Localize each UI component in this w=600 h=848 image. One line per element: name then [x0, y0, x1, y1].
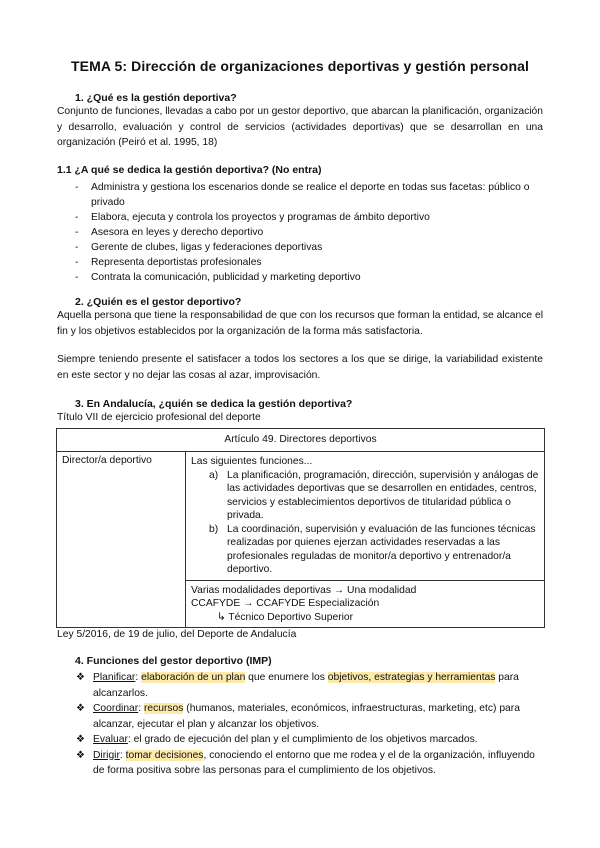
section-1-heading: 1. ¿Qué es la gestión deportiva? — [75, 92, 237, 104]
modalities-line: Varias modalidades deportivas → Una modalidad — [191, 584, 417, 596]
ccafyde-line: CCAFYDE → CCAFYDE Especialización — [191, 598, 380, 609]
function-term: Dirigir — [93, 749, 120, 761]
list-item: - Contrata la comunicación, publicidad y marketing deportivo — [57, 270, 543, 285]
item-text: La coordinación, supervisión y evaluación de las funciones técnicas realizadas por quienes ejerzan actividades reservadas a las profesionales reguladas de monitor/a deportivo y entrenador/a deportivo. — [227, 523, 536, 575]
list-item: - Administra y gestiona los escenarios donde se realice el deporte en todas sus facetas: público o privado — [57, 180, 543, 210]
diamond-bullet-icon: ❖ — [76, 734, 85, 745]
list-item: - Representa deportistas profesionales — [57, 255, 543, 270]
section-4-heading: 4. Funciones del gestor deportivo (IMP) — [75, 655, 272, 667]
section-3-subtitle: Título VII de ejercicio profesional del deporte — [57, 412, 261, 423]
function-item-a — [191, 469, 539, 523]
list-item: - Asesora en leyes y derecho deportivo — [57, 225, 543, 240]
list-item: - Elabora, ejecuta y controla los proyectos y programas de ámbito deportivo — [57, 210, 543, 225]
diamond-bullet-icon: ❖ — [76, 703, 85, 714]
item-marker: a) — [209, 469, 219, 481]
tecnico-line: ↳ Técnico Deportivo Superior — [217, 611, 354, 623]
section-1-1-heading: 1.1 ¿A qué se dedica la gestión deportiva? (No entra) — [57, 164, 322, 176]
function-text: que enumere los — [245, 672, 328, 683]
section-3-heading: 3. En Andalucía, ¿quién se dedica la gestión deportiva? — [75, 398, 353, 410]
table-header: Artículo 49. Directores deportivos — [57, 429, 545, 452]
function-term: Planificar — [93, 672, 136, 683]
diamond-bullet-icon: ❖ — [76, 749, 85, 761]
function-text: (humanos, materiales, económicos, infraestructuras, marketing, etc) para alcanzar, ejecutar el plan y alcanzar los objetivos. — [93, 703, 520, 730]
table-functions-cell — [186, 452, 545, 581]
highlight: recursos — [143, 703, 184, 714]
function-text: , conociendo el entorno que me rodea y el de la organización, influyendo de forma positiva sobre las personas para el cumplimiento de los objetivos. — [93, 749, 535, 776]
function-evaluar — [57, 732, 543, 748]
section-1-1-list — [57, 180, 543, 285]
function-text: : el grado de ejecución del plan y el cumplimiento de los objetivos marcados. — [127, 734, 478, 745]
item-text: La planificación, programación, dirección, supervisión y análogas de las actividades deportivas que se desarrollen en entidades, centros, servicios y establecimientos deportivos de titularidad pública o privada. — [227, 469, 539, 521]
section-1-text: Conjunto de funciones, llevadas a cabo por un gestor deportivo, que abarcan la planificación, organización y desarrollo, evaluación y control de servicios (actividades deportivas) que se desarrollan en una organización (Peiró et al. 1995, 18) — [57, 106, 543, 148]
function-dirigir: ❖ Dirigir: tomar decisiones, conociendo el entorno que me rodea y el de la organización, influyendo de forma positiva sobre las personas para el cumplimiento de los objetivos. — [76, 749, 535, 776]
page-title: TEMA 5: Dirección de organizaciones deportivas y gestión personal — [71, 58, 529, 74]
section-2-heading: 2. ¿Quién es el gestor deportivo? — [75, 296, 242, 308]
item-marker: b) — [209, 523, 219, 535]
section-2-text-2: Siempre teniendo presente el satisfacer a todos los sectores a los que se dirige, la variabilidad existente en este sector y no dejar las cosas al azar, improvisación. — [57, 354, 543, 381]
table-modalities-cell — [186, 580, 545, 628]
list-item: - Gerente de clubes, ligas y federaciones deportivas — [57, 240, 543, 255]
functions-list — [57, 670, 543, 779]
section-2-text-1: Aquella persona que tiene la responsabilidad de que con los recursos que forman la entidad, se alcance el fin y los objetivos establecidos por la organización de la forma más satisfactoria. — [57, 310, 543, 337]
highlight: elaboración de un plan — [141, 672, 246, 683]
function-coordinar: ❖ Coordinar: recursos (humanos, materiales, económicos, infraestructuras, marketing, etc) para alcanzar, ejecutar el plan y alcanzar los objetivos. — [76, 703, 520, 730]
functions-intro: Las siguientes funciones... — [191, 456, 313, 467]
highlight: tomar decisiones — [125, 749, 204, 761]
function-text: para alcanzarlos. — [93, 672, 519, 699]
function-item-b — [191, 523, 539, 577]
function-term: Coordinar — [93, 703, 139, 714]
diamond-bullet-icon: ❖ — [76, 672, 85, 683]
highlight: objetivos, estrategias y herramientas — [327, 672, 496, 683]
table-left-cell: Director/a deportivo — [57, 452, 186, 628]
function-term: Evaluar — [93, 734, 128, 745]
function-planificar: ❖ Planificar: elaboración de un plan que enumere los objetivos, estrategias y herramientas para alcanzarlos. — [76, 672, 519, 699]
directors-table — [56, 428, 545, 628]
law-reference: Ley 5/2016, de 19 de julio, del Deporte de Andalucía — [57, 629, 297, 640]
